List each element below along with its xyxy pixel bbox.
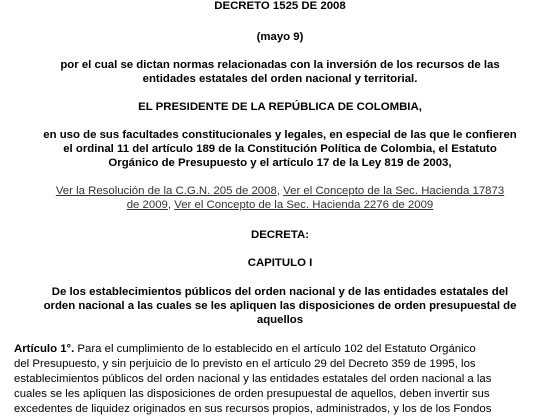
references-line-2 [0, 198, 560, 212]
powers-line-1: en uso de sus facultades constitucionales y legales, en especial de las que le confieren [43, 129, 517, 141]
article-1-line-2: del Presupuesto, y sin perjuicio de lo previsto en el artículo 29 del Decreto 359 de 1995, los [14, 358, 476, 370]
decree-subject-line-2: entidades estatales del orden nacional y territorial. [142, 73, 418, 85]
reference-separator: , [276, 185, 284, 197]
chapter-heading-line-3: aquellos [256, 314, 304, 326]
article-1-line-1 [14, 342, 550, 357]
decree-subject-line-1: por el cual se dictan normas relacionadas con la inversión de los recursos de las [60, 59, 500, 71]
article-1-text: Para el cumplimiento de lo establecido en el artículo 102 del Estatuto Orgánico [74, 343, 476, 355]
article-1-label: Artículo 1°. [14, 343, 75, 355]
article-1-line-4: cuales se les apliquen las disposiciones de orden presupuestal de aquellos, deben invertir sus [14, 388, 490, 400]
article-1-line-5: excedentes de liquidez originados en sus recursos propios, administrados, y los de los Fondos [14, 403, 492, 415]
article-1-line-3: establecimientos públicos del orden nacional y las entidades estatales del orden nacional a las [14, 373, 492, 385]
reference-link-concepto-17873[interactable]: Ver el Concepto de la Sec. Hacienda 17873 [283, 185, 505, 197]
decree-title: DECRETO 1525 DE 2008 [214, 0, 346, 12]
decree-date: (mayo 9) [256, 31, 304, 43]
powers-line-2: el ordinal 11 del artículo 189 de la Constitución Política de Colombia, el Estatuto [63, 143, 497, 155]
reference-separator: , [167, 199, 175, 211]
decreta-heading: DECRETA: [250, 229, 309, 241]
issuer: EL PRESIDENTE DE LA REPÚBLICA DE COLOMBIA, [138, 101, 422, 113]
chapter-heading-line-2: orden nacional a las cuales se les apliquen las disposiciones de orden presupuestal de [43, 300, 517, 312]
chapter-heading-line-1: De los establecimientos públicos del orden nacional y de las entidades estatales del [51, 286, 509, 298]
chapter-title: CAPITULO I [247, 257, 313, 269]
reference-link-concepto-17873-cont[interactable]: de 2009 [126, 199, 168, 211]
powers-line-3: Orgánico de Presupuesto y el artículo 17 de la Ley 819 de 2003, [108, 157, 452, 169]
reference-link-concepto-2276[interactable]: Ver el Concepto de la Sec. Hacienda 2276 de 2009 [174, 199, 434, 211]
references-line-1 [0, 184, 560, 198]
reference-link-resolucion-205[interactable]: Ver la Resolución de la C.G.N. 205 de 2008 [55, 185, 277, 197]
